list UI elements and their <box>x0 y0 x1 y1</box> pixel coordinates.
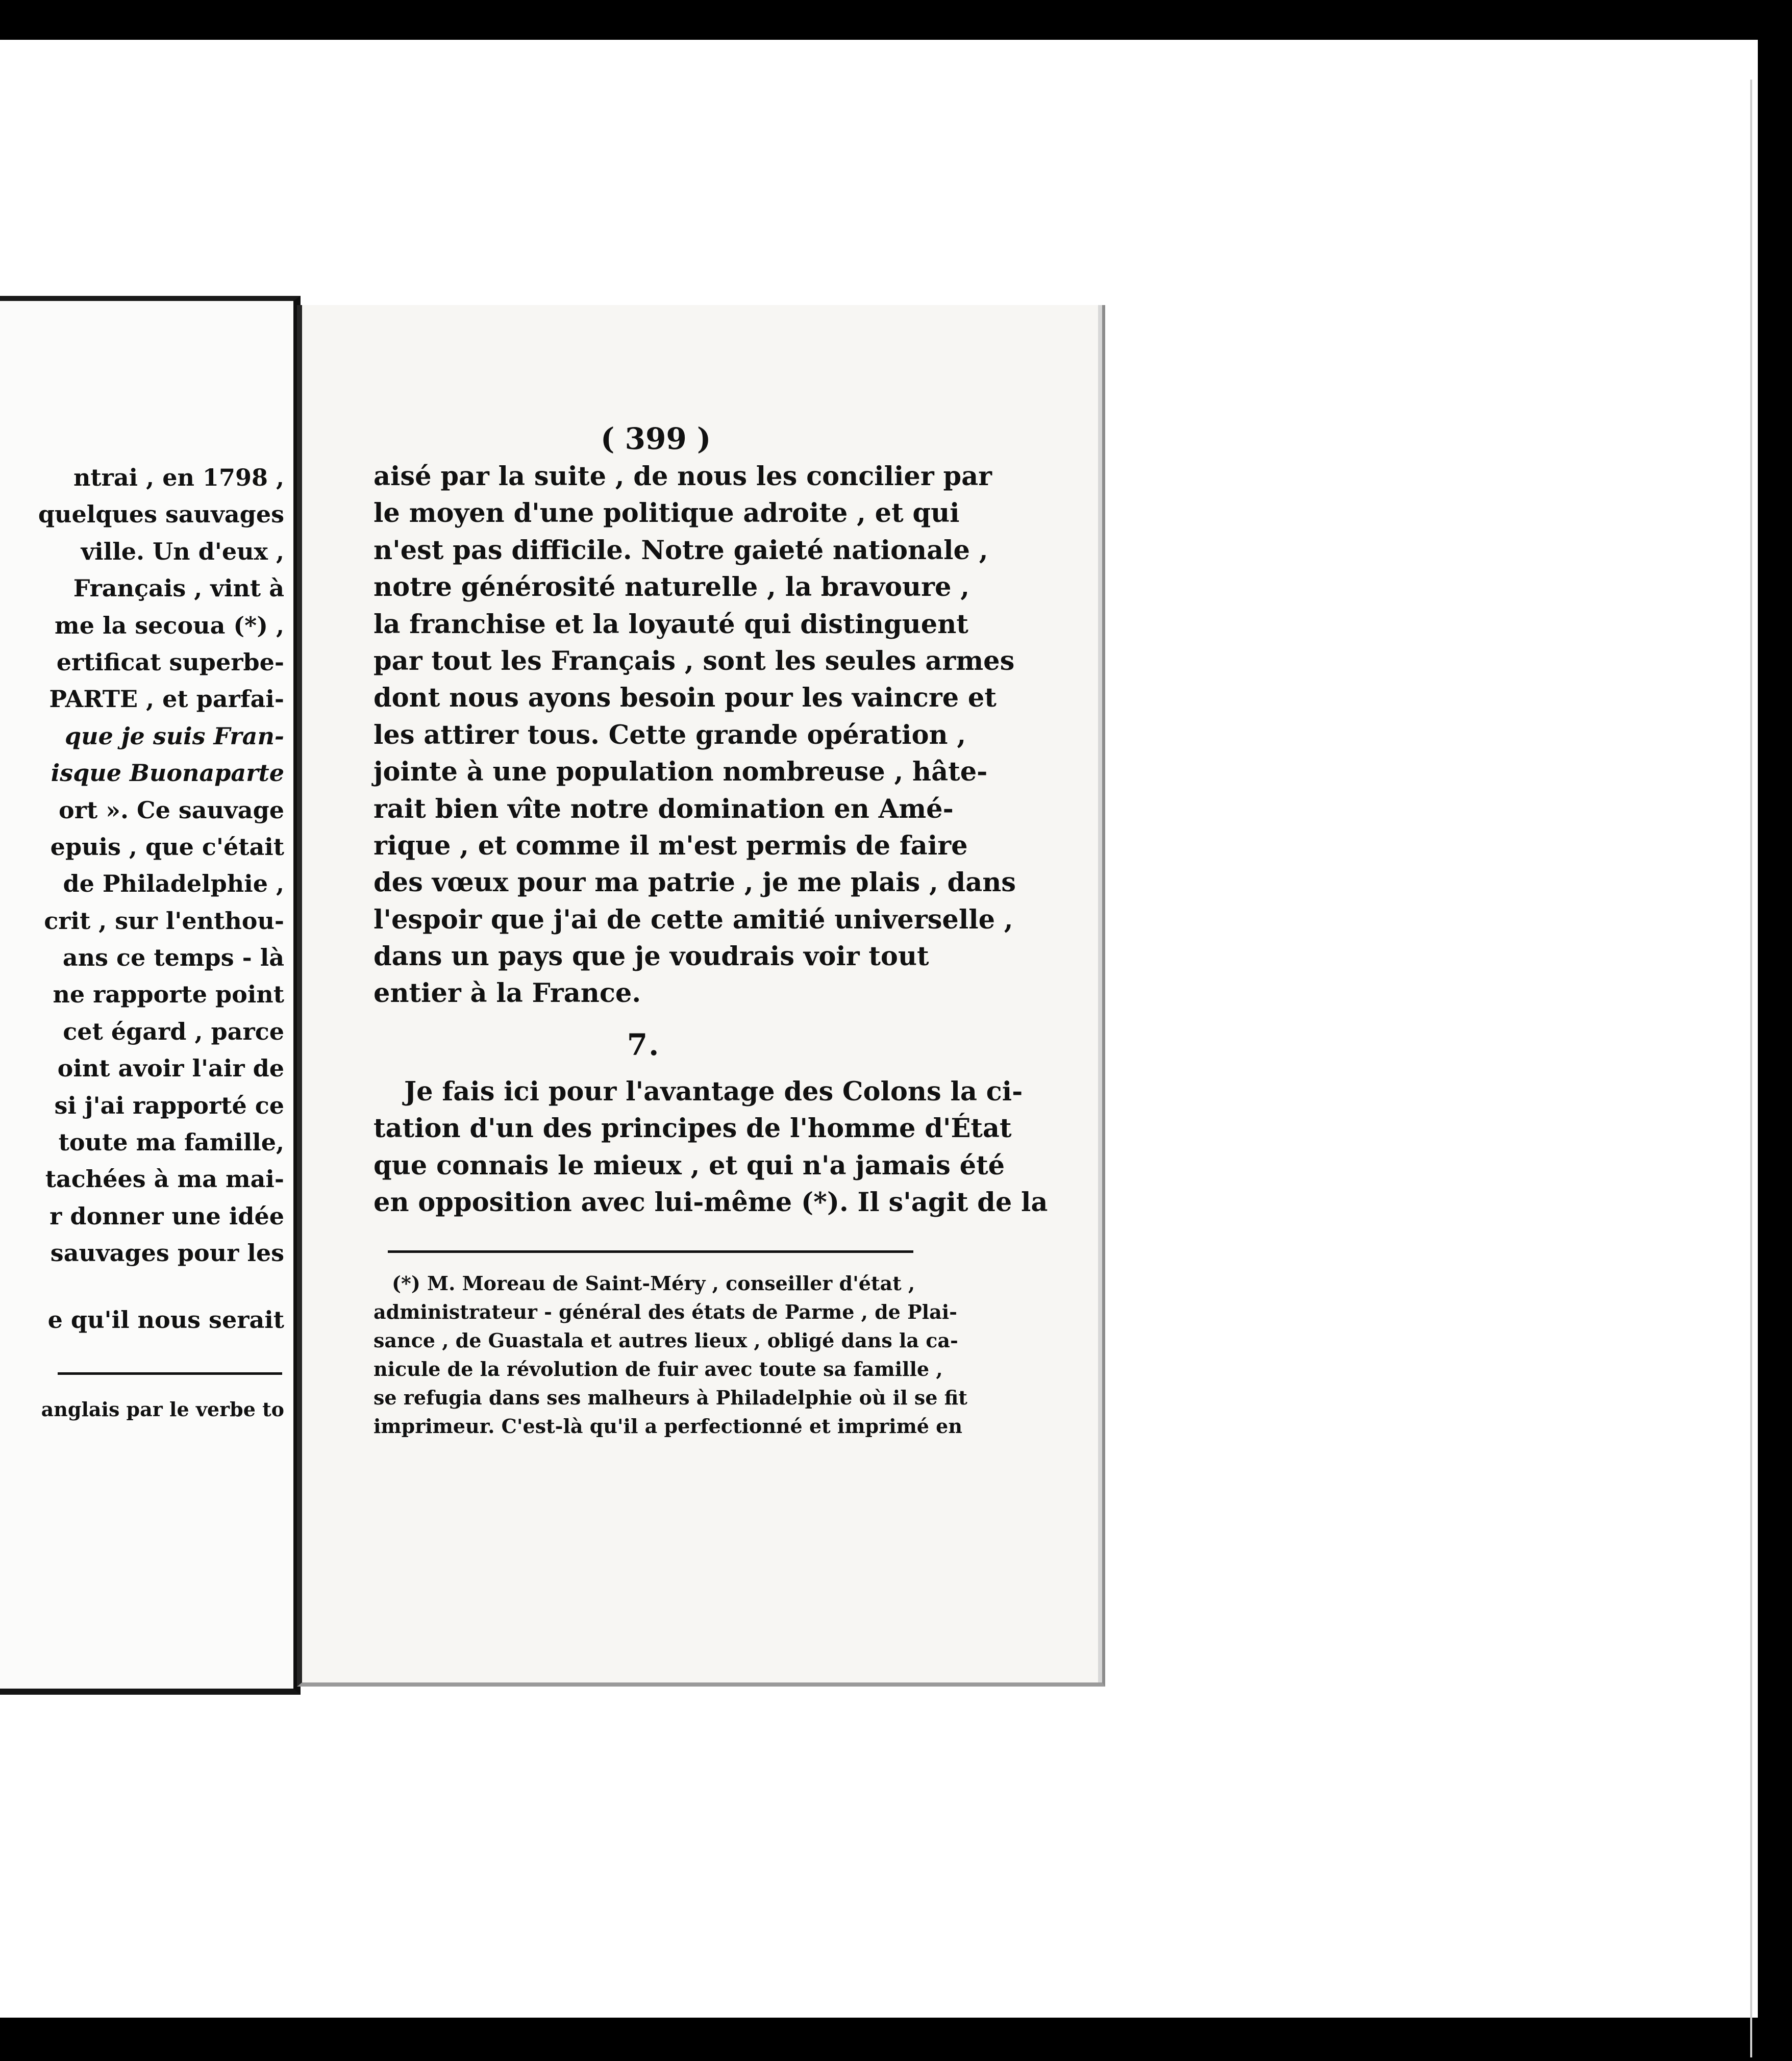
left-line: ort ». Ce sauvage <box>59 796 284 824</box>
left-line: oint avoir l'air de <box>57 1054 284 1083</box>
left-line: PARTE , et parfai- <box>49 685 284 713</box>
text-line: les attirer tous. Cette grande opération , <box>374 719 966 750</box>
text-line: dont nous ayons besoin pour les vaincre et <box>374 683 997 714</box>
footnote-rule <box>388 1250 913 1253</box>
text-line: Je fais ici pour l'avantage des Colons la ci- <box>404 1076 1023 1107</box>
footnote-line: administrateur - général des états de Parme , de Plai- <box>374 1300 957 1323</box>
left-line: de Philadelphie , <box>63 870 284 898</box>
left-line: sauvages pour les <box>50 1239 284 1267</box>
text-line: que connais le mieux , et qui n'a jamais été <box>374 1150 1005 1181</box>
text-line: le moyen d'une politique adroite , et qui <box>374 498 960 529</box>
left-footnote-rule <box>58 1372 282 1375</box>
left-line: si j'ai rapporté ce <box>54 1091 284 1119</box>
text-line: dans un pays que je voudrais voir tout <box>374 941 929 972</box>
text-line: notre générosité naturelle , la bravoure , <box>374 572 969 603</box>
text-line: des vœux pour ma patrie , je me plais , dans <box>374 867 1016 898</box>
text-line: n'est pas difficile. Notre gaieté nationale , <box>374 535 988 566</box>
page-body <box>374 458 1048 1221</box>
footnote-line: nicule de la révolution de fuir avec toute sa famille , <box>374 1358 943 1380</box>
text-line: aisé par la suite , de nous les concilier par <box>374 461 992 492</box>
left-page <box>0 296 301 1695</box>
text-line: rait bien vîte notre domination en Amé- <box>374 793 954 824</box>
text-line: par tout les Français , sont les seules armes <box>374 645 1015 676</box>
left-footnote-line: anglais par le verbe to <box>41 1398 284 1421</box>
left-line: tachées à ma mai- <box>45 1165 284 1193</box>
footnote <box>374 1269 967 1441</box>
left-line: ville. Un d'eux , <box>81 537 284 565</box>
text-line: entier à la France. <box>374 978 641 1009</box>
left-line: que je suis Fran- <box>65 722 284 750</box>
left-last-line: e qu'il nous serait <box>47 1306 284 1334</box>
left-page-text <box>0 459 284 1272</box>
left-line: Français , vint à <box>73 574 284 602</box>
left-line: quelques sauvages <box>38 500 284 529</box>
left-line: toute ma famille, <box>58 1128 284 1157</box>
left-line: cet égard , parce <box>63 1017 284 1045</box>
sheet-edge <box>1750 80 1752 2057</box>
text-line: rique , et comme il m'est permis de faire <box>374 830 968 861</box>
left-line: crit , sur l'enthou- <box>44 907 284 935</box>
right-page <box>297 305 1105 1687</box>
text-line: l'espoir que j'ai de cette amitié universelle , <box>374 904 1013 935</box>
text-line: jointe à une population nombreuse , hâte- <box>374 757 988 788</box>
left-line: epuis , que c'était <box>50 833 284 861</box>
text-line: tation d'un des principes de l'homme d'État <box>374 1113 1012 1144</box>
text-line: en opposition avec lui-même (*). Il s'agit de la <box>374 1187 1048 1218</box>
footnote-line: (*) M. Moreau de Saint-Méry , conseiller d'état , <box>392 1272 915 1295</box>
left-line: ertificat superbe- <box>56 648 284 676</box>
left-line: ans ce temps - là <box>62 944 284 972</box>
text-line: la franchise et la loyauté qui distinguent <box>374 609 968 640</box>
footnote-line: sance , de Guastala et autres lieux , obligé dans la ca- <box>374 1329 958 1352</box>
left-line: ne rapporte point <box>53 981 284 1009</box>
footnote-line: imprimeur. C'est-là qu'il a perfectionné et imprimé en <box>374 1415 962 1438</box>
left-line: ntrai , en 1798 , <box>73 464 284 491</box>
footnote-line: se refugia dans ses malheurs à Philadelphie où il se fit <box>374 1386 967 1409</box>
page-number: ( 399 ) <box>601 421 711 456</box>
left-line: isque Buonaparte <box>51 759 284 787</box>
left-line: r donner une idée <box>49 1202 284 1230</box>
section-number: 7. <box>627 1027 660 1062</box>
left-line: me la secoua (*) , <box>55 611 284 639</box>
